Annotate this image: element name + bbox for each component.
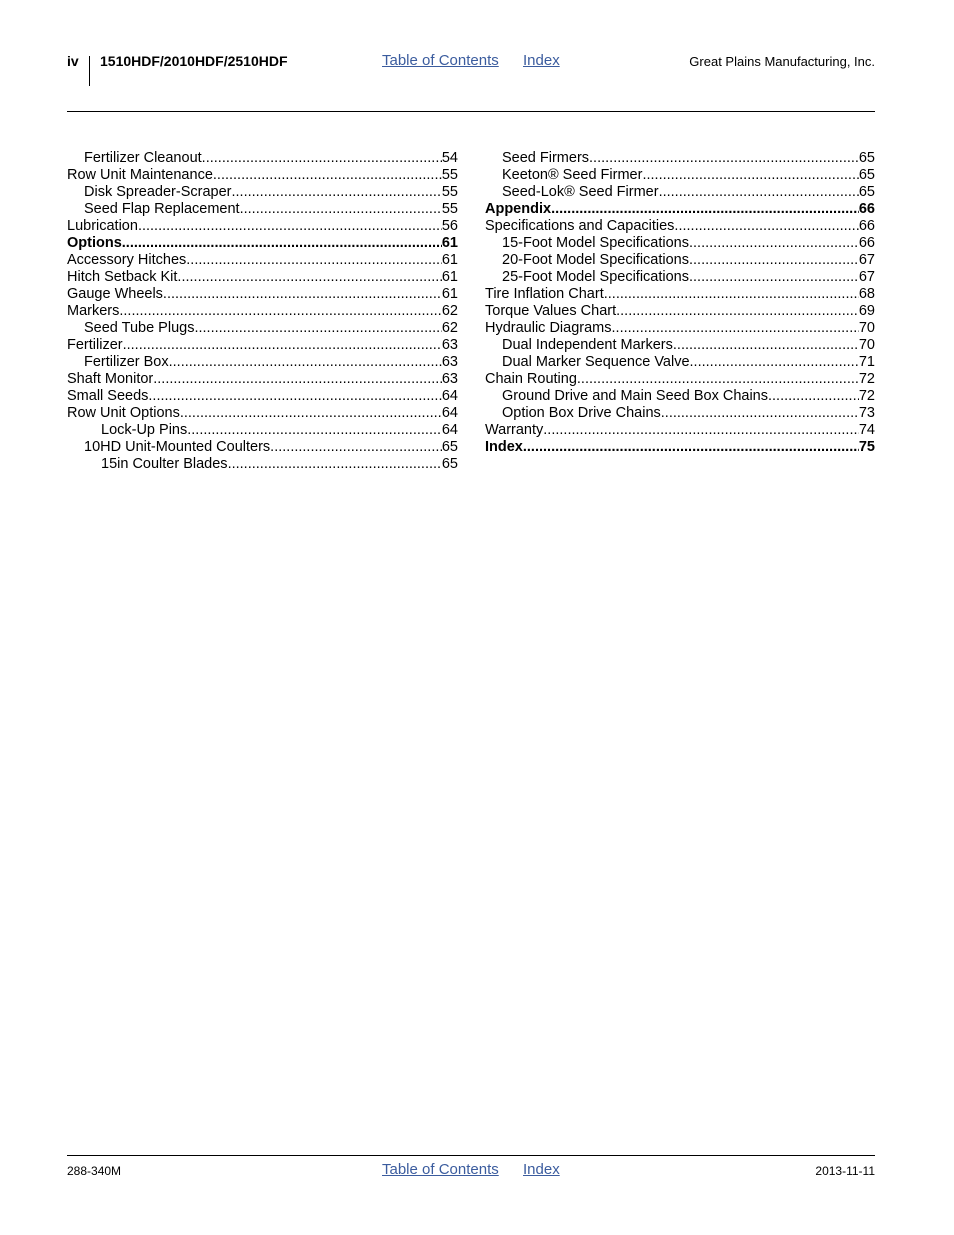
toc-entry-title: Seed Tube Plugs [84,320,195,336]
toc-entry-title: Dual Marker Sequence Valve [502,354,690,370]
toc-leader-dots [661,405,859,422]
toc-entry-title: Options [67,235,122,251]
toc-entry-title: Row Unit Maintenance [67,167,213,183]
toc-entry-page: 72 [858,388,875,404]
toc-entry-page: 63 [441,354,458,370]
toc-entry-title: Torque Values Chart [485,303,617,319]
header-toc-link[interactable]: Table of Contents [382,52,499,69]
toc-entry-title: Ground Drive and Main Seed Box Chains [502,388,768,404]
toc-entry[interactable] [67,167,458,184]
toc-entry[interactable] [485,354,875,371]
toc-leader-dots [642,167,858,184]
document-code: 288-340M [67,1164,122,1178]
toc-entry[interactable] [67,371,458,388]
toc-leader-dots [270,439,442,456]
toc-leader-dots [213,167,442,184]
toc-leader-dots [589,150,859,167]
toc-leader-dots [689,269,859,286]
toc-entry-page: 62 [441,320,458,336]
toc-entry-page: 74 [858,422,875,438]
toc-entry-page: 70 [858,337,875,353]
toc-entry-title: Seed Flap Replacement [84,201,240,217]
toc-entry-page: 73 [858,405,875,421]
toc-leader-dots [689,235,859,252]
toc-entry[interactable] [485,252,875,269]
toc-leader-dots [228,456,442,473]
toc-entry-page: 71 [858,354,875,370]
toc-entry[interactable] [67,218,458,235]
toc-entry-page: 65 [441,456,458,472]
toc-entry-title: Warranty [485,422,544,438]
toc-entry-page: 64 [441,405,458,421]
toc-leader-dots [659,184,859,201]
toc-entry-page: 67 [858,269,875,285]
toc-leader-dots [187,422,442,439]
toc-entry-title: Hitch Setback Kit [67,269,178,285]
toc-entry-title: 15-Foot Model Specifications [502,235,689,251]
page-number: iv [67,53,79,69]
toc-leader-dots [768,388,859,405]
toc-entry[interactable] [67,439,458,456]
toc-leader-dots [616,303,859,320]
toc-leader-dots [551,201,859,218]
toc-leader-dots [194,320,441,337]
toc-entry-page: 55 [441,167,458,183]
toc-entry-title: Gauge Wheels [67,286,163,302]
toc-entry-page: 75 [858,439,875,455]
toc-leader-dots [543,422,859,439]
toc-leader-dots [169,354,442,371]
toc-entry-page: 55 [441,201,458,217]
toc-left-column [67,150,458,473]
toc-leader-dots [177,269,441,286]
toc-entry-title: Fertilizer Cleanout [84,150,202,166]
toc-entry-page: 65 [858,150,875,166]
toc-entry[interactable] [485,388,875,405]
toc-entry[interactable] [485,405,875,422]
toc-leader-dots [690,354,859,371]
toc-entry-page: 66 [858,201,875,217]
toc-entry-page: 62 [441,303,458,319]
toc-leader-dots [119,303,441,320]
toc-leader-dots [123,337,442,354]
toc-leader-dots [240,201,442,218]
header-divider [89,56,90,86]
toc-entry-page: 69 [858,303,875,319]
toc-entry[interactable] [67,252,458,269]
model-title: 1510HDF/2010HDF/2510HDF [100,53,288,69]
toc-entry[interactable] [67,422,458,439]
toc-entry[interactable] [485,184,875,201]
toc-leader-dots [604,286,859,303]
toc-leader-dots [612,320,859,337]
toc-entry-title: Small Seeds [67,388,149,404]
toc-entry-title: 15in Coulter Blades [101,456,228,472]
toc-entry-title: 25-Foot Model Specifications [502,269,689,285]
toc-entry-title: Index [485,439,523,455]
toc-entry-page: 66 [858,218,875,234]
toc-entry-title: Accessory Hitches [67,252,187,268]
toc-entry-title: Seed-Lok® Seed Firmer [502,184,659,200]
toc-entry-title: Hydraulic Diagrams [485,320,612,336]
toc-entry-page: 66 [858,235,875,251]
toc-entry[interactable] [485,337,875,354]
toc-leader-dots [577,371,859,388]
toc-entry-title: Dual Independent Markers [502,337,673,353]
toc-entry-title: Lock-Up Pins [101,422,188,438]
toc-entry[interactable] [67,405,458,422]
toc-entry-page: 61 [441,235,458,251]
footer-rule [67,1155,875,1156]
toc-entry-page: 65 [858,167,875,183]
toc-entry-title: Appendix [485,201,552,217]
toc-leader-dots [202,150,442,167]
toc-leader-dots [138,218,442,235]
toc-right-column [485,150,875,456]
toc-leader-dots [231,184,441,201]
toc-entry[interactable] [485,167,875,184]
toc-entry[interactable] [485,439,875,456]
toc-entry-title: 20-Foot Model Specifications [502,252,689,268]
toc-entry[interactable] [485,218,875,235]
toc-entry[interactable] [485,201,875,218]
toc-entry-page: 61 [441,269,458,285]
toc-entry-page: 55 [441,184,458,200]
toc-entry-page: 63 [441,337,458,353]
toc-entry[interactable] [485,422,875,439]
toc-entry-page: 64 [441,422,458,438]
toc-leader-dots [186,252,442,269]
toc-entry-title: Disk Spreader-Scraper [84,184,232,200]
toc-entry[interactable] [485,320,875,337]
toc-entry[interactable] [485,269,875,286]
toc-entry-page: 61 [441,252,458,268]
toc-entry-title: Chain Routing [485,371,577,387]
toc-leader-dots [689,252,859,269]
toc-entry-page: 70 [858,320,875,336]
footer-index-link[interactable]: Index [523,1161,560,1178]
toc-entry[interactable] [485,371,875,388]
toc-entry-title: Specifications and Capacities [485,218,675,234]
toc-entry[interactable] [67,269,458,286]
header-rule [67,111,875,112]
toc-entry-page: 54 [441,150,458,166]
toc-leader-dots [122,235,442,252]
toc-entry-page: 65 [858,184,875,200]
toc-leader-dots [180,405,442,422]
toc-entry-title: Shaft Monitor [67,371,154,387]
toc-entry-title: Row Unit Options [67,405,180,421]
toc-entry[interactable] [67,456,458,473]
toc-entry-title: Fertilizer Box [84,354,169,370]
toc-leader-dots [163,286,442,303]
toc-entry[interactable] [67,150,458,167]
toc-entry[interactable] [485,235,875,252]
toc-entry[interactable] [485,150,875,167]
toc-entry-title: Fertilizer [67,337,123,353]
toc-entry-title: 10HD Unit-Mounted Coulters [84,439,271,455]
toc-leader-dots [148,388,441,405]
toc-leader-dots [153,371,442,388]
toc-entry-title: Option Box Drive Chains [502,405,661,421]
toc-entry[interactable] [67,286,458,303]
toc-entry-title: Seed Firmers [502,150,590,166]
toc-entry-page: 67 [858,252,875,268]
toc-entry-title: Tire Inflation Chart [485,286,604,302]
toc-entry-title: Markers [67,303,120,319]
toc-entry[interactable] [67,303,458,320]
toc-entry[interactable] [67,184,458,201]
toc-entry-page: 63 [441,371,458,387]
toc-entry-page: 72 [858,371,875,387]
header-index-link[interactable]: Index [523,52,560,69]
toc-entry-page: 68 [858,286,875,302]
toc-entry[interactable] [67,388,458,405]
toc-leader-dots [673,337,859,354]
toc-entry[interactable] [67,354,458,371]
toc-leader-dots [674,218,858,235]
toc-entry-title: Lubrication [67,218,138,234]
document-date: 2013-11-11 [815,1164,875,1178]
toc-entry[interactable] [485,303,875,320]
toc-entry-page: 65 [441,439,458,455]
toc-entry[interactable] [67,201,458,218]
toc-entry-title: Keeton® Seed Firmer [502,167,643,183]
toc-entry[interactable] [67,235,458,252]
footer-toc-link[interactable]: Table of Contents [382,1161,499,1178]
toc-entry[interactable] [67,320,458,337]
toc-entry-page: 64 [441,388,458,404]
toc-entry-page: 61 [441,286,458,302]
toc-entry[interactable] [485,286,875,303]
toc-entry-page: 56 [441,218,458,234]
company-name: Great Plains Manufacturing, Inc. [689,54,875,69]
toc-leader-dots [523,439,859,456]
toc-entry[interactable] [67,337,458,354]
